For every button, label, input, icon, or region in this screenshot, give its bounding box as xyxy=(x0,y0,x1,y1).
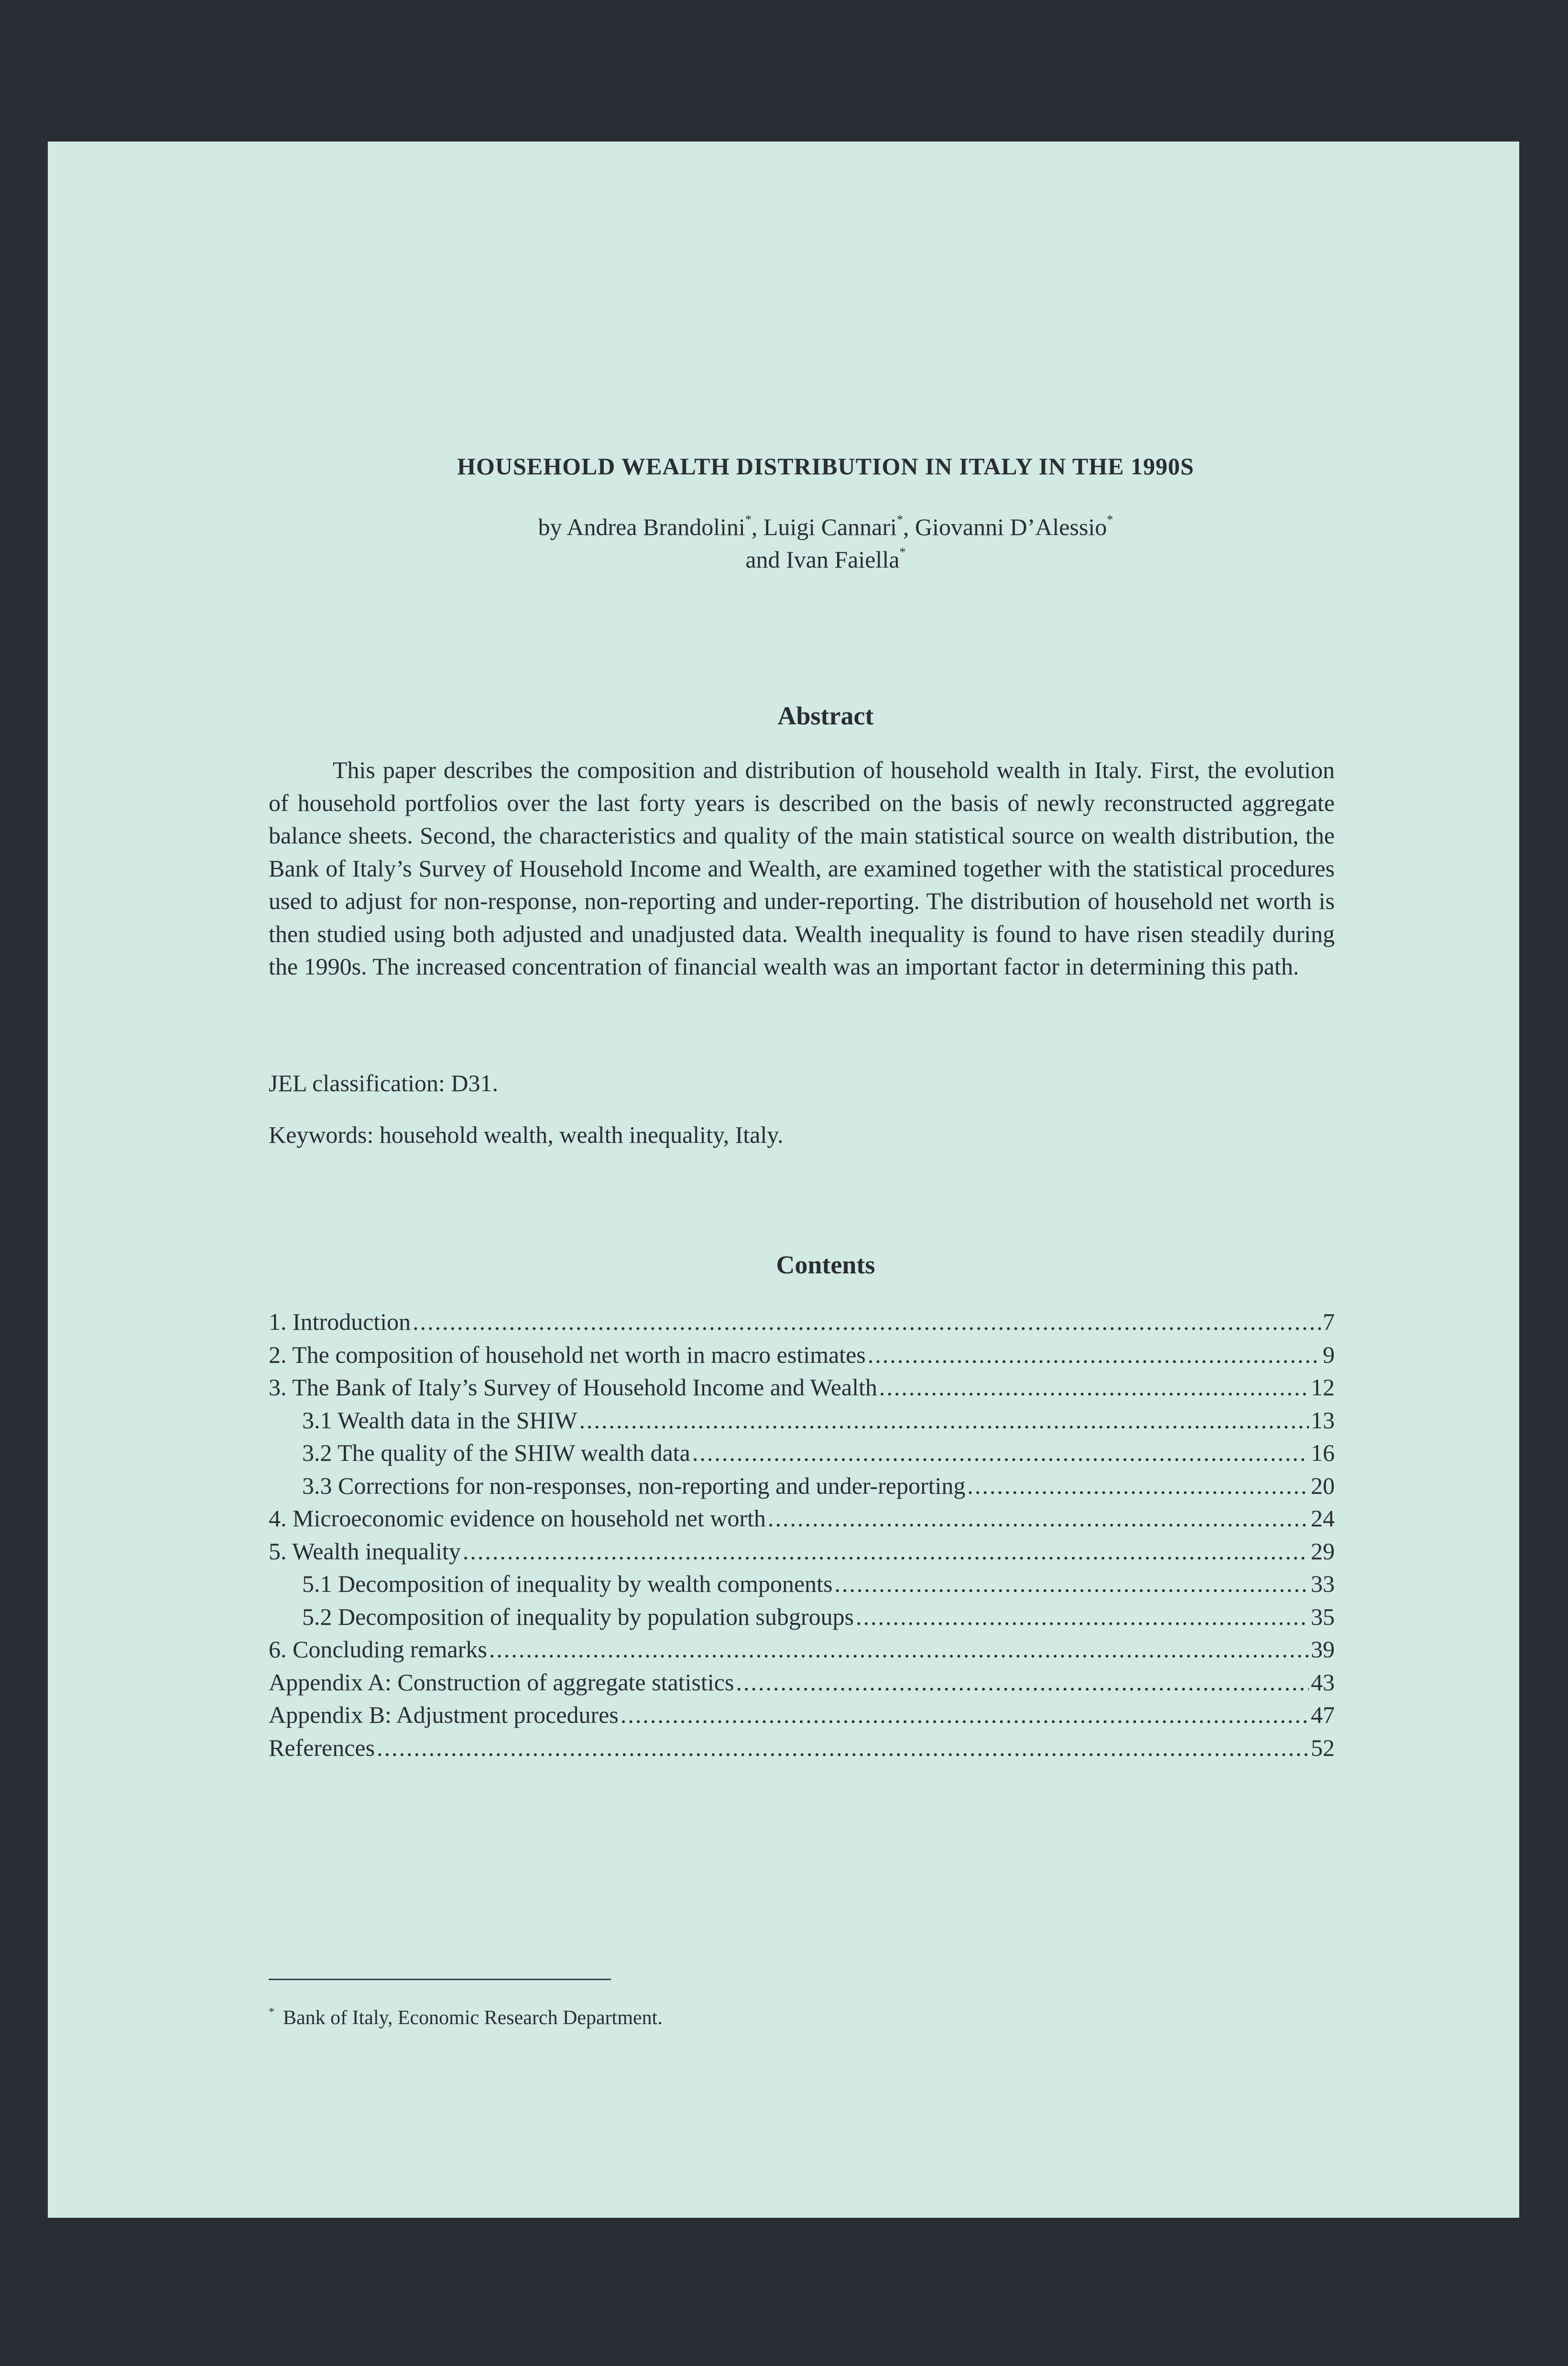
author-line-1 xyxy=(269,511,1383,543)
toc-entry xyxy=(269,1502,1335,1535)
toc-dot-leader xyxy=(879,1371,1309,1404)
toc-page-number: 13 xyxy=(1311,1406,1335,1434)
toc-dot-leader xyxy=(736,1666,1309,1699)
toc-page-number: 12 xyxy=(1311,1374,1335,1401)
toc-entry xyxy=(269,1600,1335,1633)
footnote xyxy=(269,2006,663,2029)
toc-entry-title: 4. Microeconomic evidence on household net worth xyxy=(269,1505,766,1532)
toc-entry-title: References xyxy=(269,1734,375,1761)
toc-dot-leader xyxy=(768,1502,1309,1535)
toc-entry-title: 5.1 Decomposition of inequality by wealth components xyxy=(302,1570,833,1597)
toc-dot-leader xyxy=(377,1731,1309,1764)
toc-dot-leader xyxy=(968,1469,1309,1502)
toc-dot-leader xyxy=(856,1600,1309,1633)
toc-page-number: 33 xyxy=(1311,1570,1335,1597)
toc-dot-leader xyxy=(835,1567,1309,1600)
toc-entry xyxy=(269,1305,1335,1338)
affiliation-marker: * xyxy=(897,513,904,526)
toc-dot-leader xyxy=(489,1633,1309,1666)
toc-page-number: 39 xyxy=(1311,1636,1335,1663)
toc-page-number: 20 xyxy=(1311,1472,1335,1499)
toc-entry xyxy=(269,1698,1335,1731)
toc-entry xyxy=(269,1338,1335,1371)
affiliation-marker: * xyxy=(1107,513,1113,526)
toc-entry-title: 1. Introduction xyxy=(269,1308,411,1335)
paper-title: HOUSEHOLD WEALTH DISTRIBUTION IN ITALY IN THE 1990S xyxy=(457,453,1194,480)
toc-page-number: 24 xyxy=(1311,1505,1335,1532)
toc-entry-title: 5. Wealth inequality xyxy=(269,1537,461,1565)
author-cannari: , Luigi Cannari xyxy=(751,514,897,540)
toc-entry xyxy=(269,1371,1335,1404)
toc-page-number: 16 xyxy=(1311,1439,1335,1466)
toc-dot-leader xyxy=(413,1305,1321,1338)
toc-entry xyxy=(269,1404,1335,1437)
author-brandolini: by Andrea Brandolini xyxy=(538,514,745,540)
toc-page-number: 43 xyxy=(1311,1668,1335,1696)
toc-dot-leader xyxy=(868,1338,1321,1371)
toc-entry-title: Appendix B: Adjustment procedures xyxy=(269,1701,619,1728)
toc-dot-leader xyxy=(621,1698,1309,1731)
toc-page-number: 52 xyxy=(1311,1734,1335,1761)
toc-entry xyxy=(269,1469,1335,1502)
toc-page-number: 35 xyxy=(1311,1603,1335,1630)
toc-entry xyxy=(269,1436,1335,1469)
toc-entry-title: Appendix A: Construction of aggregate statistics xyxy=(269,1668,734,1696)
affiliation-marker: * xyxy=(745,513,751,526)
toc-entry-title: 5.2 Decomposition of inequality by population subgroups xyxy=(302,1603,854,1630)
author-faiella: and Ivan Faiella xyxy=(745,546,900,573)
author-line-2 xyxy=(269,543,1383,576)
footnote-divider xyxy=(269,1979,611,1980)
footnote-text: Bank of Italy, Economic Research Department. xyxy=(283,2007,663,2029)
toc-entry-title: 2. The composition of household net worth in macro estimates xyxy=(269,1341,866,1368)
toc-entry-title: 3. The Bank of Italy’s Survey of Household Income and Wealth xyxy=(269,1374,878,1401)
affiliation-marker: * xyxy=(899,545,906,559)
abstract-heading: Abstract xyxy=(777,701,874,730)
abstract-text: This paper describes the composition and distribution of household wealth in Italy. First, the evolution of household portfolios over the last forty years is described on the basis of newly reconstructed aggregate balance sheets. Second, the characteristics and quality of the main statistical source on wealth distribution, the Bank of Italy’s Survey of Household Income and Wealth, are examined together with the statistical procedures used to adjust for non-response, non-reporting and under-reporting. The distribution of household net worth is then studied using both adjusted and unadjusted data. Wealth inequality is found to have risen steadily during the 1990s. The increased concentration of financial wealth was an important factor in determining this path. xyxy=(269,756,1335,980)
toc-page-number: 7 xyxy=(1323,1308,1335,1335)
toc-page-number: 9 xyxy=(1323,1341,1335,1368)
toc-entry-title: 3.1 Wealth data in the SHIW xyxy=(302,1406,577,1434)
toc-page-number: 47 xyxy=(1311,1701,1335,1728)
author-dalessio: , Giovanni D’Alessio xyxy=(903,514,1107,540)
toc-entry-title: 3.2 The quality of the SHIW wealth data xyxy=(302,1439,690,1466)
toc-entry xyxy=(269,1633,1335,1666)
toc-entry xyxy=(269,1535,1335,1568)
author-block xyxy=(269,511,1383,576)
toc-entry-title: 6. Concluding remarks xyxy=(269,1636,487,1663)
footnote-marker: * xyxy=(269,2006,274,2018)
toc-entry xyxy=(269,1731,1335,1764)
toc-entry xyxy=(269,1567,1335,1600)
toc-dot-leader xyxy=(579,1404,1309,1437)
keywords: Keywords: household wealth, wealth inequality, Italy. xyxy=(269,1121,784,1148)
table-of-contents xyxy=(269,1305,1335,1764)
toc-entry-title: 3.3 Corrections for non-responses, non-reporting and under-reporting xyxy=(302,1472,966,1499)
toc-dot-leader xyxy=(692,1436,1309,1469)
toc-dot-leader xyxy=(463,1535,1309,1568)
toc-page-number: 29 xyxy=(1311,1537,1335,1565)
jel-classification: JEL classification: D31. xyxy=(269,1070,498,1096)
contents-heading: Contents xyxy=(776,1250,875,1279)
toc-entry xyxy=(269,1666,1335,1699)
paper-page xyxy=(48,142,1519,2218)
